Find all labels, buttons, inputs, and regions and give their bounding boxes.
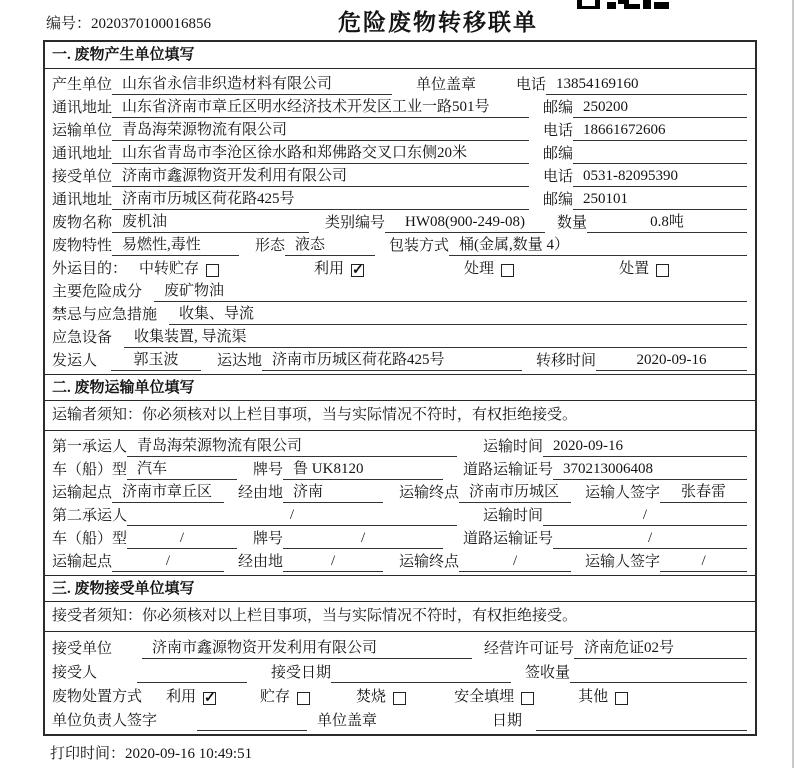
disposal-option-incinerate [356,687,406,707]
operate-license-value: 济南危证02号 [574,638,747,659]
receiver-unit-value: 济南市鑫源物资开发利用有限公司 [112,166,529,187]
producer-address-label: 通讯地址 [52,100,113,116]
section2-body [45,431,755,575]
checkbox-label: 中转贮存 [139,261,200,277]
purpose-option-dispose [619,259,669,279]
disposal-method-row [52,683,747,707]
disposal-option-use [166,687,216,707]
receiver-phone-label: 电话 [543,169,574,185]
producer-phone-label: 电话 [516,77,547,93]
consignor-label: 发运人 [52,353,98,369]
checkbox-label: 处置 [619,261,650,277]
second-carrier-value: / [127,505,457,526]
checkbox-treat [501,264,514,277]
hazard-component-row [52,279,747,302]
quantity-label: 数量 [557,215,588,231]
receiver-row [52,164,747,187]
origin1-label: 运输起点 [52,485,113,501]
quantity-value: 0.8吨 [587,212,747,233]
section1-body [45,69,755,374]
checkbox-disposal-use [203,692,216,705]
receiver-phone-value: 0531-82095390 [573,166,747,187]
transporter-address-label: 通讯地址 [52,146,113,162]
transporter-unit-value: 青岛海荣源物流有限公司 [112,120,529,141]
purpose-option-use [314,259,364,279]
road-license1-value: 370213006408 [553,459,747,480]
accept-date-value [331,682,511,683]
waste-name-value: 废机油 [112,212,309,233]
transfer-purpose-label: 外运目的： [52,261,128,277]
transporter-zip-value [573,163,747,164]
transporter-address-value: 山东省青岛市李沧区徐水路和郑佛路交叉口东侧20米 [112,143,529,164]
section2-header: 二. 废物运输单位填写 [45,374,755,401]
checkbox-label: 安全填埋 [454,689,515,705]
transporter-phone-value: 18661672606 [573,120,747,141]
producer-unit-label: 产生单位 [52,77,113,93]
hazard-component-value: 废矿物油 [154,281,747,302]
checkbox-dispose [656,264,669,277]
purpose-option-transfer-storage [139,259,219,279]
sign-quantity-label: 签收量 [525,665,571,681]
vehicle1-row [52,457,747,480]
accept-date-label: 接受日期 [271,665,332,681]
transporter-phone-label: 电话 [543,123,574,139]
head-sign-row [52,707,747,731]
origin2-label: 运输起点 [52,554,113,570]
packing-value: 桶(金属,数量 4） [449,235,747,256]
hazard-component-label: 主要危险成分 [52,284,143,300]
accept-unit-row [52,635,747,659]
carrier-sign2-label: 运输人签字 [585,554,661,570]
page-title: 危险废物转移联单 [338,10,538,35]
print-time [50,742,252,763]
head-sign-value [197,730,307,731]
checkbox-use [351,264,364,277]
consignor-value: 郭玉波 [111,350,201,371]
transfer-date-value: 2020-09-16 [596,350,747,371]
taboo-measures-label: 禁忌与应急措施 [52,307,158,323]
producer-zip-value: 250200 [573,97,747,118]
print-time-label: 打印时间： [50,746,126,762]
receiver-zip-value: 250101 [573,189,747,210]
checkbox-disposal-landfill [521,692,534,705]
qr-code-fragment [577,0,669,9]
document-header [0,0,796,40]
disposal-option-landfill [454,687,534,707]
waste-form-label: 形态 [255,238,286,254]
carrier-sign2-value: / [660,551,747,572]
origin1-value: 济南市章丘区 [112,482,224,503]
transporter-zip-label: 邮编 [543,146,574,162]
producer-zip-label: 邮编 [543,100,574,116]
emergency-equipment-value: 收集装置, 导流渠 [124,327,747,348]
disposal-method-label: 废物处置方式 [52,689,143,705]
carrier-sign1-label: 运输人签字 [585,485,661,501]
producer-unit-value: 山东省永信非织造材料有限公司 [112,74,392,95]
vehicle-type2-value: / [127,528,237,549]
disposal-option-storage [260,687,310,707]
operate-license-label: 经营许可证号 [484,641,575,657]
destination-value: 济南市历城区荷花路425号 [262,350,522,371]
second-carrier-label: 第二承运人 [52,508,128,524]
checkbox-transfer-storage [206,264,219,277]
waste-character-row [52,233,747,256]
receiver-address-value: 济南市历城区荷花路425号 [112,189,529,210]
checkbox-disposal-storage [297,692,310,705]
plate1-label: 牌号 [253,462,284,478]
transport-time1-value: 2020-09-16 [543,436,747,457]
checkbox-label: 处理 [464,261,495,277]
section3-body [45,632,755,734]
section2-notice: 运输者须知：你必须核对以上栏目事项，当与实际情况不符时，有权拒绝接受。 [45,401,755,431]
checkbox-label: 利用 [166,689,197,705]
document-number-value: 2020370100016856 [91,16,212,32]
acceptor-value [137,682,247,683]
end2-value: / [459,551,571,572]
transport-time1-label: 运输时间 [483,439,544,455]
packing-label: 包装方式 [389,238,450,254]
taboo-measures-value: 收集、导流 [169,304,747,325]
date-label: 日期 [492,713,523,729]
emergency-equipment-row [52,325,747,348]
acceptor-row [52,659,747,683]
disposal-option-other [578,687,628,707]
acceptor-label: 接受人 [52,665,98,681]
waste-name-row [52,210,747,233]
plate1-value: 鲁 UK8120 [283,459,443,480]
checkbox-disposal-incinerate [393,692,406,705]
vehicle-type1-label: 车（船）型 [52,462,128,478]
date-value [536,730,747,731]
accept-unit-label: 接受单位 [52,641,113,657]
unit-seal2-label: 单位盖章 [317,713,378,729]
checkbox-label: 其他 [578,689,609,705]
checkbox-label: 焚烧 [356,689,387,705]
emergency-equipment-label: 应急设备 [52,330,113,346]
producer-phone-value: 13854169160 [546,74,747,95]
producer-address-value: 山东省济南市章丘区明水经济技术开发区工业一路501号 [112,97,529,118]
waste-character-label: 废物特性 [52,238,113,254]
receiver-address-row [52,187,747,210]
route1-row [52,480,747,503]
consignor-row [52,348,747,371]
sign-quantity-value [570,682,747,683]
section3-header: 三. 废物接受单位填写 [45,575,755,602]
vehicle2-row [52,526,747,549]
checkbox-label: 利用 [314,261,345,277]
transport-time2-value: / [543,505,747,526]
vehicle-type2-label: 车（船）型 [52,531,128,547]
purpose-option-treat [464,259,514,279]
transport-time2-label: 运输时间 [483,508,544,524]
category-code-value: HW08(900-249-08) [385,212,545,233]
transfer-purpose-row [52,256,747,279]
document-number-label: 编号： [46,16,92,32]
checkbox-disposal-other [615,692,628,705]
first-carrier-label: 第一承运人 [52,439,128,455]
taboo-measures-row [52,302,747,325]
section3-notice: 接受者须知：你必须核对以上栏目事项，当与实际情况不符时，有权拒绝接受。 [45,602,755,632]
transfer-date-label: 转移时间 [536,353,597,369]
print-time-value: 2020-09-16 10:49:51 [125,746,253,762]
page-right-edge [792,0,794,768]
transfer-manifest-form [43,40,757,736]
destination-label: 运达地 [217,353,263,369]
producer-address-row [52,95,747,118]
end1-label: 运输终点 [399,485,460,501]
transporter-address-row [52,141,747,164]
checkbox-label: 贮存 [260,689,291,705]
head-sign-label: 单位负责人签字 [52,713,158,729]
category-code-label: 类别编号 [325,215,386,231]
vehicle-type1-value: 汽车 [127,459,237,480]
accept-unit-value: 济南市鑫源物资开发利用有限公司 [142,638,472,659]
origin2-value: / [112,551,224,572]
producer-row [52,72,747,95]
waste-name-label: 废物名称 [52,215,113,231]
transporter-row [52,118,747,141]
end1-value: 济南市历城区 [459,482,571,503]
road-license2-value: / [553,528,747,549]
waste-form-value: 液态 [285,235,375,256]
transporter-unit-label: 运输单位 [52,123,113,139]
waste-character-value: 易燃性,毒性 [112,235,239,256]
road-license2-label: 道路运输证号 [463,531,554,547]
receiver-address-label: 通讯地址 [52,192,113,208]
receiver-unit-label: 接受单位 [52,169,113,185]
carrier-sign1-value: 张春雷 [660,482,747,503]
via1-value: 济南 [283,482,383,503]
plate2-value: / [283,528,443,549]
first-carrier-row [52,434,747,457]
receiver-zip-label: 邮编 [543,192,574,208]
unit-seal-label: 单位盖章 [416,77,477,93]
via1-label: 经由地 [238,485,284,501]
end2-label: 运输终点 [399,554,460,570]
plate2-label: 牌号 [253,531,284,547]
road-license1-label: 道路运输证号 [463,462,554,478]
first-carrier-value: 青岛海荣源物流有限公司 [127,436,457,457]
route2-row [52,549,747,572]
second-carrier-row [52,503,747,526]
via2-label: 经由地 [238,554,284,570]
via2-value: / [283,551,383,572]
section1-header: 一. 废物产生单位填写 [45,42,755,69]
